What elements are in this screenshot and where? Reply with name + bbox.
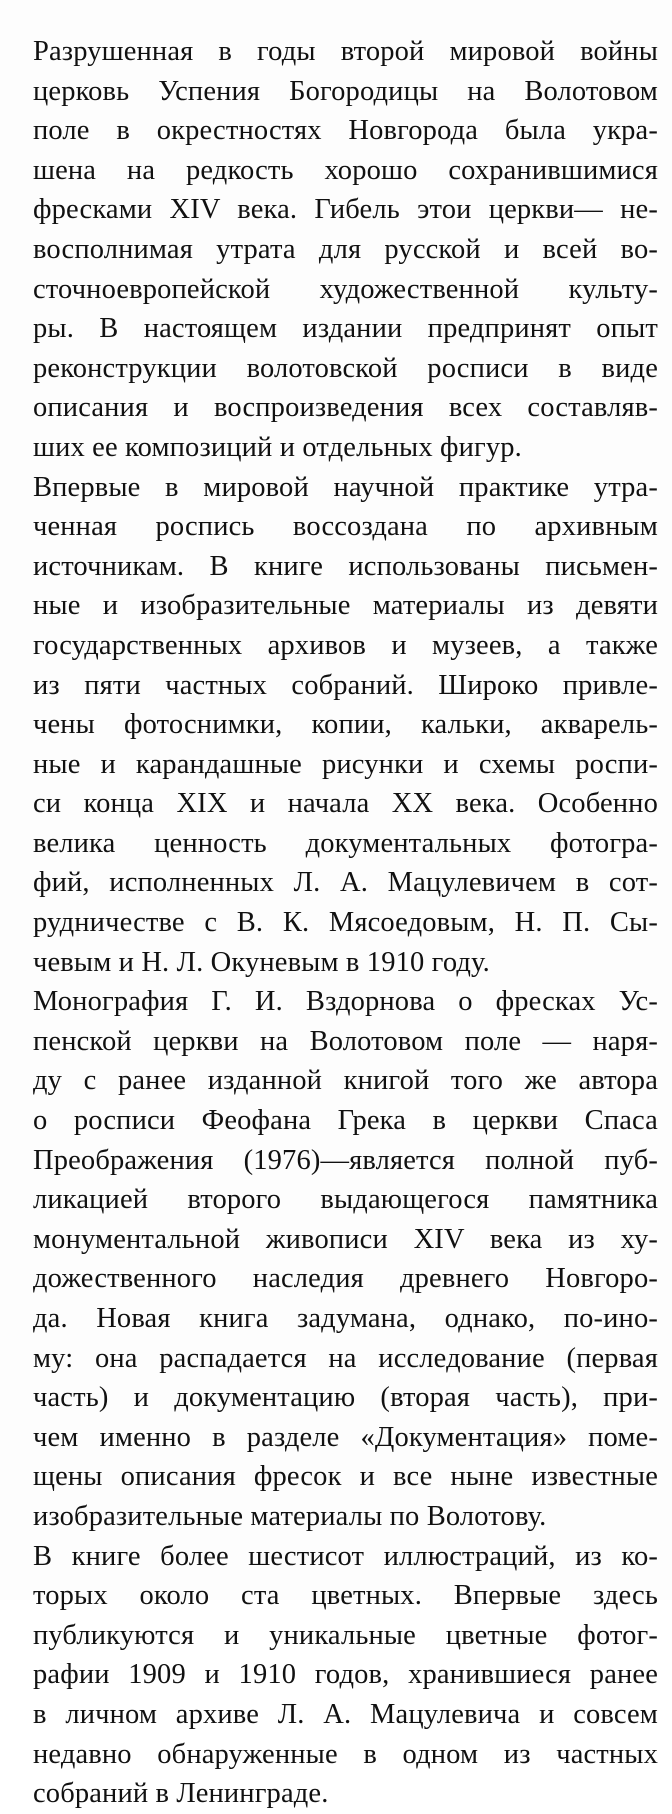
text-line: шена на редкость хорошо сохранившимися: [33, 154, 658, 186]
text-line: из пяти частных собраний. Широко привле-: [33, 669, 658, 701]
text-line: собраний в Ленинграде.: [33, 1778, 329, 1810]
text-line: ры. В настоящем издании предпринят опыт: [33, 313, 658, 345]
text-line: сточноевропейской художественной культу-: [33, 273, 658, 305]
text-line: часть) и документацию (вторая часть), при-: [33, 1382, 658, 1414]
text-line: ченная роспись воссоздана по архивным: [33, 511, 658, 543]
text-line: чены фотоснимки, копии, кальки, акварель-: [33, 709, 658, 741]
text-line: реконструкции волотовской росписи в виде: [33, 352, 658, 384]
text-line: изобразительные материалы по Волотову.: [33, 1500, 547, 1532]
text-line: рудничестве с В. К. Мясоедовым, Н. П. Сы-: [33, 907, 658, 939]
body-text: [33, 32, 658, 1814]
text-line: Монография Г. И. Вздорнова о фресках Ус-: [33, 986, 658, 1018]
text-line: восполнимая утрата для русской и всей во-: [33, 233, 658, 265]
text-line: рафии 1909 и 1910 годов, хранившиеся ранее: [33, 1659, 658, 1691]
text-line: Преображения (1976)—является полной пуб-: [33, 1144, 658, 1176]
text-line: ликацией второго выдающегося памятника: [33, 1184, 658, 1216]
text-line: недавно обнаруженные в одном из частных: [33, 1738, 658, 1770]
text-line: источникам. В книге использованы письмен-: [33, 550, 658, 582]
text-line: Впервые в мировой научной практике утра-: [33, 471, 658, 503]
text-line: торых около ста цветных. Впервые здесь: [33, 1580, 658, 1612]
text-line: да. Новая книга задумана, однако, по-ино-: [33, 1303, 658, 1334]
text-line: ших ее композиций и отдельных фигур.: [33, 431, 522, 463]
text-line: фресками XIV века. Гибель этои церкви— не-: [33, 194, 658, 226]
text-line: о росписи Феофана Грека в церкви Спаса: [33, 1105, 658, 1137]
text-line: пенской церкви на Волотовом поле — наря-: [33, 1025, 658, 1057]
text-line: дожественного наследия древнего Новгоро-: [33, 1263, 658, 1295]
text-line: чем именно в разделе «Документация» поме-: [33, 1421, 658, 1453]
text-line: монументальной живописи XIV века из ху-: [33, 1223, 658, 1255]
text-line: поле в окрестностях Новгорода была укра-: [33, 115, 658, 147]
text-line: велика ценность документальных фотогра-: [33, 827, 658, 859]
text-line: ные и изобразительные материалы из девяти: [33, 590, 658, 622]
text-line: церковь Успения Богородицы на Волотовом: [33, 75, 658, 107]
text-line: фий, исполненных Л. А. Мацулевичем в сот-: [33, 867, 658, 899]
text-line: Разрушенная в годы второй мировой войны: [33, 36, 658, 67]
text-line: ные и карандашные рисунки и схемы роспи-: [33, 748, 658, 780]
text-line: ду с ранее изданной книгой того же автора: [33, 1065, 658, 1097]
text-line: В книге более шестисот иллюстраций, из ко-: [33, 1540, 658, 1572]
text-line: щены описания фресок и все ныне известные: [33, 1461, 658, 1493]
text-line: му: она распадается на исследование (первая: [33, 1342, 658, 1374]
text-line: чевым и Н. Л. Окуневым в 1910 году.: [33, 946, 490, 978]
text-line: си конца XIX и начала XX века. Особенно: [33, 788, 658, 820]
text-line: публикуются и уникальные цветные фотог-: [33, 1619, 658, 1651]
text-line: описания и воспроизведения всех составляв-: [33, 392, 658, 424]
text-line: в личном архиве Л. А. Мацулевича и совсем: [33, 1698, 658, 1730]
text-line: государственных архивов и музеев, а также: [33, 629, 658, 661]
